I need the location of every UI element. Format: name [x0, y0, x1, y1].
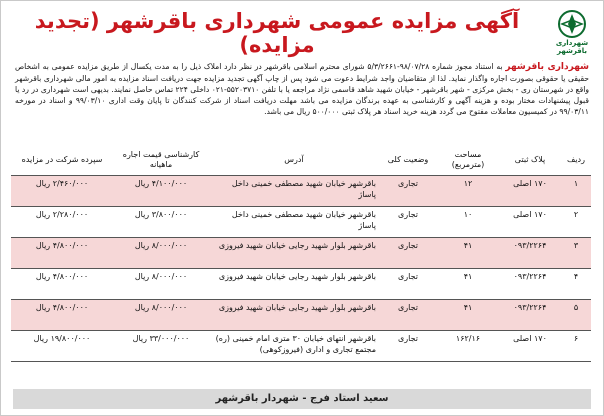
cell-deposit: ۲/۴۶۰/۰۰۰ ریال — [11, 176, 113, 207]
cell-plaque: ۱۷۰ اصلی — [499, 207, 561, 238]
cell-plaque: ۱۷۰ اصلی — [499, 331, 561, 362]
signature-footer: سعید استاد فرج - شهردار باقرشهر — [13, 389, 591, 409]
intro-paragraph — [15, 61, 589, 117]
intro-org-name: شهرداری باقرشهر — [505, 62, 589, 72]
header-plaque: پلاک ثبتی — [499, 145, 561, 176]
cell-address: باقرشهر بلوار شهید رجایی خیابان شهید فیروزی — [209, 269, 379, 300]
emblem-icon — [552, 9, 592, 39]
table-row — [11, 269, 591, 300]
cell-plaque: ۰۹۳/۲۲۶۴ — [499, 269, 561, 300]
cell-no: ۳ — [561, 238, 591, 269]
cell-price: ۳/۸۰۰/۰۰۰ ریال — [113, 207, 209, 238]
cell-status: تجاری — [379, 331, 437, 362]
cell-deposit: ۴/۸۰۰/۰۰۰ ریال — [11, 269, 113, 300]
auction-table-wrap — [13, 145, 591, 362]
cell-price: ۸/۰۰۰/۰۰۰ ریال — [113, 300, 209, 331]
table-row — [11, 300, 591, 331]
cell-status: تجاری — [379, 300, 437, 331]
cell-plaque: ۱۷۰ اصلی — [499, 176, 561, 207]
logo-text: شهرداری باقرشهر — [555, 39, 589, 55]
cell-address: باقرشهر خیابان شهید مصطفی خمینی داخل پاساژ — [209, 207, 379, 238]
cell-price: ۸/۰۰۰/۰۰۰ ریال — [113, 238, 209, 269]
cell-status: تجاری — [379, 207, 437, 238]
header-deposit: سپرده شرکت در مزایده — [11, 145, 113, 176]
cell-no: ۵ — [561, 300, 591, 331]
cell-no: ۱ — [561, 176, 591, 207]
municipality-logo — [549, 9, 595, 53]
table-row — [11, 331, 591, 362]
cell-area: ۴۱ — [437, 300, 499, 331]
header-status: وضعیت کلی — [379, 145, 437, 176]
table-row — [11, 176, 591, 207]
cell-area: ۱۰ — [437, 207, 499, 238]
cell-status: تجاری — [379, 176, 437, 207]
table-row — [11, 238, 591, 269]
cell-price: ۳۳/۰۰۰/۰۰۰ ریال — [113, 331, 209, 362]
cell-area: ۱۲ — [437, 176, 499, 207]
cell-area: ۴۱ — [437, 269, 499, 300]
header-address: آدرس — [209, 145, 379, 176]
cell-plaque: ۰۹۳/۲۲۶۴ — [499, 238, 561, 269]
cell-no: ۲ — [561, 207, 591, 238]
intro-text: به استناد مجوز شماره ۹۸/۰۷/۲۸-۵/۳/۲۶۶۱ شورای محترم اسلامی باقرشهر در نظر دارد املاک ذیل را به مدت یکسال از طریق مزایده عمومی به اشخاص حقیقی یا حقوقی بصورت اجاره واگذار نماید. لذا از متقاضیان واجد شرایط دعوت می شود پس از چاپ آگهی تجدید مزایده جهت دریافت اسناد مزایده به امور مالی شهرداری باقرشهر واقع در شهرستان ری - بخش مرکزی - شهر باقرشهر - خیابان شهید شاهد قاسمی نژاد مراجعه یا با تلفن ۵۵۲۰۳۷۱۰-۰۲۱ داخلی ۲۲۴ تماس حاصل نمایند. بدیهی است شهرداری در رد یا قبول پیشنهادات مختار بوده و هزینه آگهی و کارشناسی به عهده برندگان مزایده می باشد مهلت دریافت اسناد از شرکت کنندگان تا پایان وقت اداری ۹۹/۰۳/۱۰ و اسناد در مورخه ۹۹/۰۳/۱۱ در کمیسیون معاملات مفتوح می گردد هزینه خرید اسناد هر پلاک ثبتی ۵۰۰/۰۰۰ ریال می باشد. — [15, 62, 590, 116]
cell-area: ۴۱ — [437, 238, 499, 269]
cell-price: ۴/۱۰۰/۰۰۰ ریال — [113, 176, 209, 207]
auction-table — [11, 145, 591, 362]
header-price: کارشناسی قیمت اجاره ماهیانه — [113, 145, 209, 176]
cell-status: تجاری — [379, 269, 437, 300]
table-header-row — [11, 145, 591, 176]
cell-plaque: ۰۹۳/۲۲۶۴ — [499, 300, 561, 331]
cell-price: ۸/۰۰۰/۰۰۰ ریال — [113, 269, 209, 300]
cell-address: باقرشهر خیابان شهید مصطفی خمینی داخل پاساژ — [209, 176, 379, 207]
cell-address: باقرشهر بلوار شهید رجایی خیابان شهید فیروزی — [209, 300, 379, 331]
cell-deposit: ۴/۸۰۰/۰۰۰ ریال — [11, 300, 113, 331]
page-title: آگهی مزایده عمومی شهرداری باقرشهر (تجدید مزایده) — [34, 9, 520, 57]
cell-deposit: ۱۹/۸۰۰/۰۰۰ ریال — [11, 331, 113, 362]
cell-status: تجاری — [379, 238, 437, 269]
table-row — [11, 207, 591, 238]
header-area: مساحت (مترمربع) — [437, 145, 499, 176]
cell-address: باقرشهر انتهای خیابان ۳۰ متری امام خمینی (ره) مجتمع تجاری و اداری (فیروزکوهی) — [209, 331, 379, 362]
header-row-no: ردیف — [561, 145, 591, 176]
header — [1, 5, 603, 55]
cell-no: ۶ — [561, 331, 591, 362]
cell-deposit: ۲/۲۸۰/۰۰۰ ریال — [11, 207, 113, 238]
cell-area: ۱۶۲/۱۶ — [437, 331, 499, 362]
cell-no: ۴ — [561, 269, 591, 300]
cell-deposit: ۴/۸۰۰/۰۰۰ ریال — [11, 238, 113, 269]
cell-address: باقرشهر بلوار شهید رجایی خیابان شهید فیروزی — [209, 238, 379, 269]
